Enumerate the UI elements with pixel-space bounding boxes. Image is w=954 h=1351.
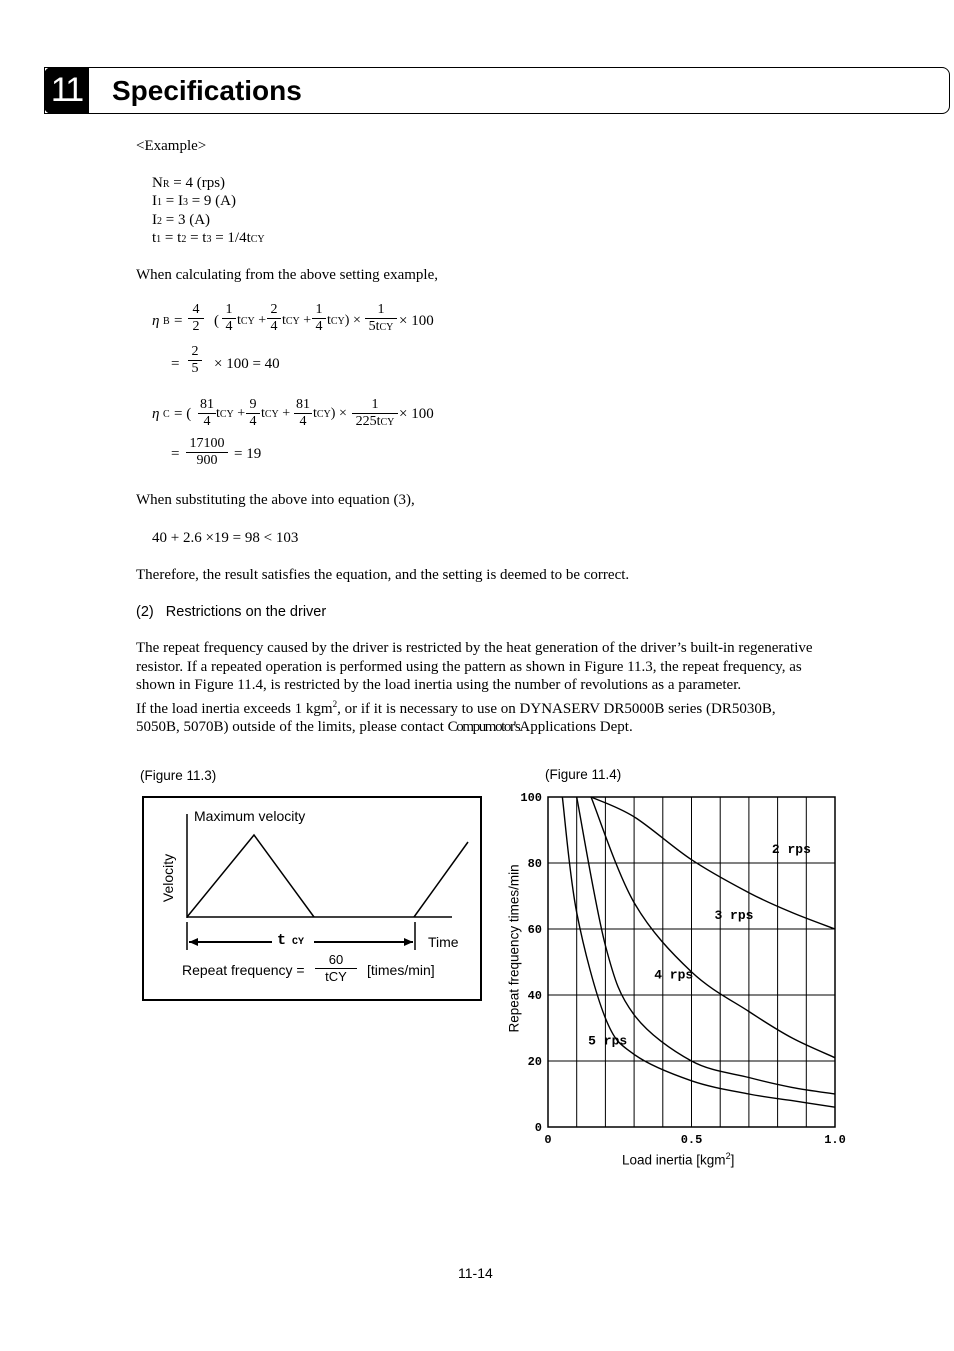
velocity-triangle <box>187 835 314 917</box>
conclusion-text: Therefore, the result satisfies the equation, and the setting is deemed to be correct. <box>136 567 630 583</box>
series-line-3-rps <box>591 797 835 1058</box>
eta-c-equation: η C = ( $\frac{81}{4}$ tCY + $\frac{9}{4}$ tCY + $\frac{81}{4}$ tCY) × 1 225tCY × 100 = $\frac{17100}{900}$ = 19 <box>152 397 434 468</box>
eta-b-frac2: $\frac{1}{4}$ <box>222 302 236 335</box>
eta-c-frac4: 1 225tCY <box>352 397 398 431</box>
restrictions-paragraph <box>136 639 866 737</box>
eta-b-sub: B <box>163 316 170 327</box>
eta-c-frac2: $\frac{9}{4}$ <box>246 397 260 430</box>
section-heading-restrictions: (2) Restrictions on the driver <box>136 604 327 620</box>
nr-value: = 4 (rps) <box>173 175 226 191</box>
y-tick-label: 40 <box>527 989 542 1003</box>
eta-b-line2-frac: $\frac{2}{5}$ <box>188 344 202 377</box>
example-i1-line: I1 = I3 = 9 (A) <box>152 193 237 209</box>
eta-b-frac5: 1 5tCY <box>365 302 397 336</box>
y-tick-label: 20 <box>527 1055 542 1069</box>
y-tick-label: 100 <box>520 791 542 805</box>
y-tick-label: 80 <box>527 857 542 871</box>
eta-b-equals: = <box>174 313 183 329</box>
eta-c-line2-frac: $\frac{17100}{900}$ <box>186 436 228 469</box>
eta-b-frac3: $\frac{2}{4}$ <box>267 302 281 335</box>
paragraph-line-2: resistor. If a repeated operation is performed using the pattern as shown in Figure 11.3, the repeat frequency, as <box>136 658 802 675</box>
repeat-frequency-label: Repeat frequency = <box>182 962 305 978</box>
series-label: 4 rps <box>654 967 694 983</box>
x-tick-label: 0.5 <box>680 1133 703 1147</box>
page-number: 11-14 <box>458 1265 493 1281</box>
eta-b-frac1: $\frac{4}{2}$ <box>188 302 204 335</box>
chart-x-axis-label: Load inertia [kgm$^2$] <box>622 1151 735 1168</box>
tcy-dimension-label: t CY <box>277 932 305 949</box>
eta-b-equation: η B = $\frac{4}{2}$ ( $\frac{1}{4}$ tCY + $\frac{2}{4}$ tCY + $\frac{1}{4}$ tCY) × 1 5tCY × 100 = $\frac{2}{5}$ × 100 = 40 <box>152 302 434 376</box>
chart-y-axis-label: Repeat frequency times/min <box>506 864 522 1033</box>
series-label: 5 rps <box>588 1033 628 1049</box>
series-label: 3 rps <box>714 908 754 924</box>
eta-b-times100: × 100 <box>399 313 434 329</box>
x-tick-label: 1.0 <box>824 1133 846 1147</box>
substitution-intro: When substituting the above into equation (3), <box>136 492 415 508</box>
paragraph-line-3: shown in Figure 11.4, is restricted by the load inertia using the number of revolutions as a parameter. <box>136 677 742 693</box>
repeat-frequency-fraction: 60 tCY <box>315 952 357 985</box>
series-label: 2 rps <box>771 842 811 858</box>
eta-c-frac3: $\frac{81}{4}$ <box>296 397 310 429</box>
velocity-axis-label: Velocity <box>160 853 176 903</box>
eta-c-line2-result: = 19 <box>234 446 262 462</box>
example-heading: <Example> <box>136 138 207 154</box>
eta-c-times100: × 100 <box>399 406 434 422</box>
x-tick-label: 0 <box>544 1133 552 1147</box>
t-value: = 1/4t <box>215 230 251 246</box>
i1-value: = 9 (A) <box>191 193 237 209</box>
eta-b-symbol: η <box>152 313 160 329</box>
paragraph-line-1: The repeat frequency caused by the driver is restricted by the heat generation of the driver’s built-in regenerative <box>136 640 813 656</box>
chapter-title: Specifications <box>112 75 302 106</box>
chapter-number-badge: 11 <box>44 67 89 114</box>
company-name: Compumotor's <box>447 719 520 735</box>
figure-11-4-caption: (Figure 11.4) <box>545 767 622 782</box>
substitution-equation: 40 + 2.6 ×19 = 98 < 103 <box>152 530 299 546</box>
i2-value: = 3 (A) <box>165 212 211 228</box>
y-tick-label: 0 <box>534 1121 542 1135</box>
eta-b-line2-result: × 100 = 40 <box>214 356 280 372</box>
calc-intro: When calculating from the above setting example, <box>136 267 438 283</box>
figure-11-3-box <box>142 796 482 1001</box>
eta-b-frac4: $\frac{1}{4}$ <box>312 302 326 335</box>
example-nr-line: NR = 4 (rps) <box>152 175 226 191</box>
example-i2-line: I2 = 3 (A) <box>152 212 211 228</box>
eta-c-symbol: η <box>152 406 160 422</box>
eta-c-sub: C <box>163 409 170 420</box>
example-t-line: t1 = t2 = t3 = 1/4tCY <box>152 230 265 246</box>
time-label: Time <box>428 934 459 950</box>
eta-c-frac1: $\frac{81}{4}$ <box>200 397 214 429</box>
max-velocity-label: Maximum velocity <box>194 808 306 824</box>
y-tick-label: 60 <box>527 923 542 937</box>
repeat-frequency-chart <box>500 785 860 1170</box>
next-velocity-ramp <box>414 842 468 917</box>
paragraph-line-5: 5050B, 5070B) outside of the limits, please contact Compumotor'sApplications Dept. <box>136 719 633 735</box>
paragraph-line-4: If the load inertia exceeds 1 kgm$^2$, or if it is necessary to use on DYNASERV DR5000B series (DR5030B, <box>136 698 776 717</box>
figure-11-3-caption: (Figure 11.3) <box>140 768 217 783</box>
repeat-frequency-unit: [times/min] <box>367 962 435 978</box>
